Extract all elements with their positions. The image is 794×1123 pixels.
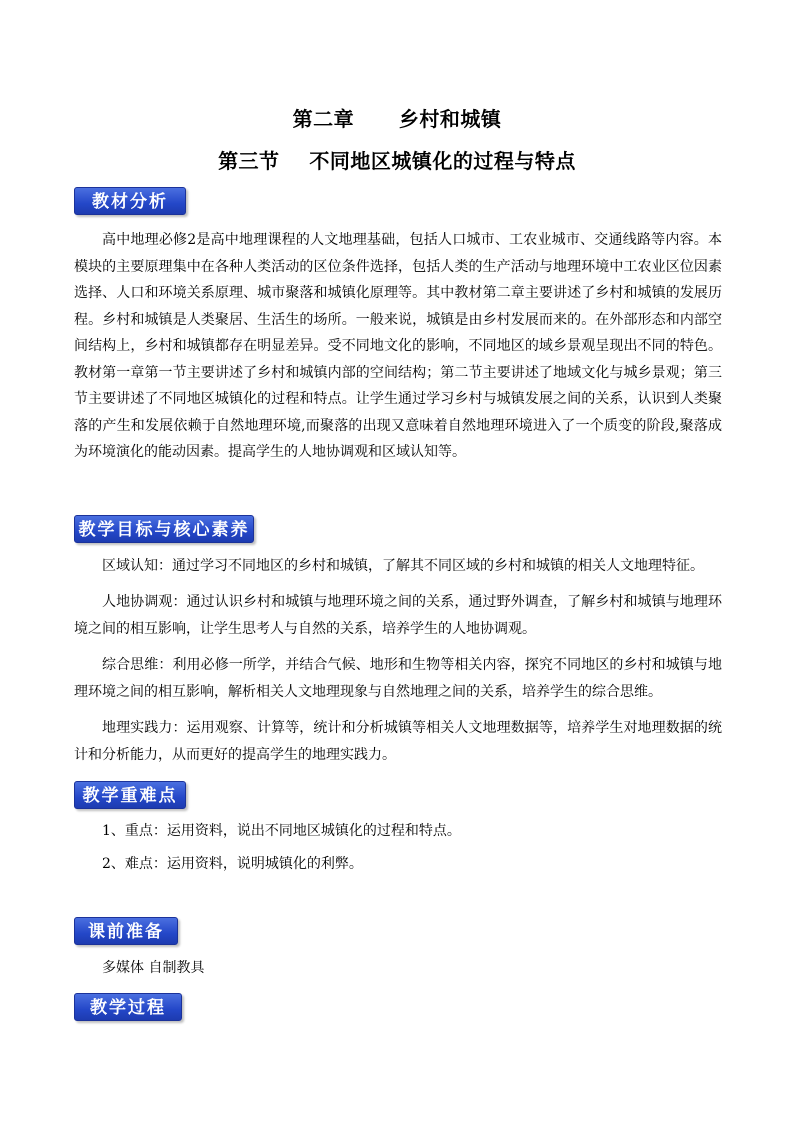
goal-comprehensive-thinking: 综合思维：利用必修一所学，并结合气候、地形和生物等相关内容，探究不同地区的乡村和城镇与地理环境之间的相互影响，解析相关人文地理现象与自然地理之间的关系，培养学生的综合思维。 [74,657,722,700]
preparation-text: 多媒体 自制教具 [102,960,205,976]
goal-geographic-practice: 地理实践力：运用观察、计算等，统计和分析城镇等相关人文地理数据等，培养学生对地理数据的统计和分析能力，从而更好的提高学生的地理实践力。 [74,720,722,763]
heading-teaching-process: 教学过程 [74,993,182,1021]
heading-teaching-goals: 教学目标与核心素养 [74,515,254,543]
goal-human-earth-coordination: 人地协调观：通过认识乡村和城镇与地理环境之间的关系，通过野外调查，了解乡村和城镇与地理环境之间的相互影响，让学生思考人与自然的关系，培养学生的人地协调观。 [74,594,722,637]
material-analysis-paragraph: 高中地理必修2是高中地理课程的人文地理基础，包括人口城市、工农业城市、交通线路等内容。本模块的主要原理集中在各种人类活动的区位条件选择，包括人类的生产活动与地理环境中工农业区位因素选择、人口和环境关系原理、城市聚落和城镇化原理等。其中教材第二章主要讲述了乡村和城镇的发展历程。乡村和城镇是人类聚居、生活生的场所。一般来说，城镇是由乡村发展而来的。在外部形态和内部空间结构上，乡村和城镇都存在明显差异。受不同地文化的影响，不同地区的域乡景观呈现出不同的特色。教材第一章第一节主要讲述了乡村和城镇内部的空间结构；第二节主要讲述了地域文化与城乡景观；第三节主要讲述了不同地区城镇化的过程和特点。让学生通过学习乡村与城镇发展之间的关系，认识到人类聚落的产生和发展依赖于自然地理环境,而聚落的出现又意味着自然地理环境进入了一个质变的阶段,聚落成为环境演化的能动因素。提高学生的人地协调观和区域认知等。 [74,232,722,460]
goal-regional-cognition: 区域认知：通过学习不同地区的乡村和城镇，了解其不同区域的乡村和城镇的相关人文地理特征。 [102,558,704,574]
chapter-title: 第二章 乡村和城镇 [292,107,502,131]
heading-preparation: 课前准备 [74,917,178,945]
difficult-point-item: 2、难点：运用资料，说明城镇化的利弊。 [102,856,363,872]
heading-material-analysis: 教材分析 [74,187,186,215]
section-title: 第三节 不同地区城镇化的过程与特点 [218,149,576,173]
key-point-item: 1、重点：运用资料，说出不同地区城镇化的过程和特点。 [102,823,461,839]
heading-key-points: 教学重难点 [74,781,186,809]
